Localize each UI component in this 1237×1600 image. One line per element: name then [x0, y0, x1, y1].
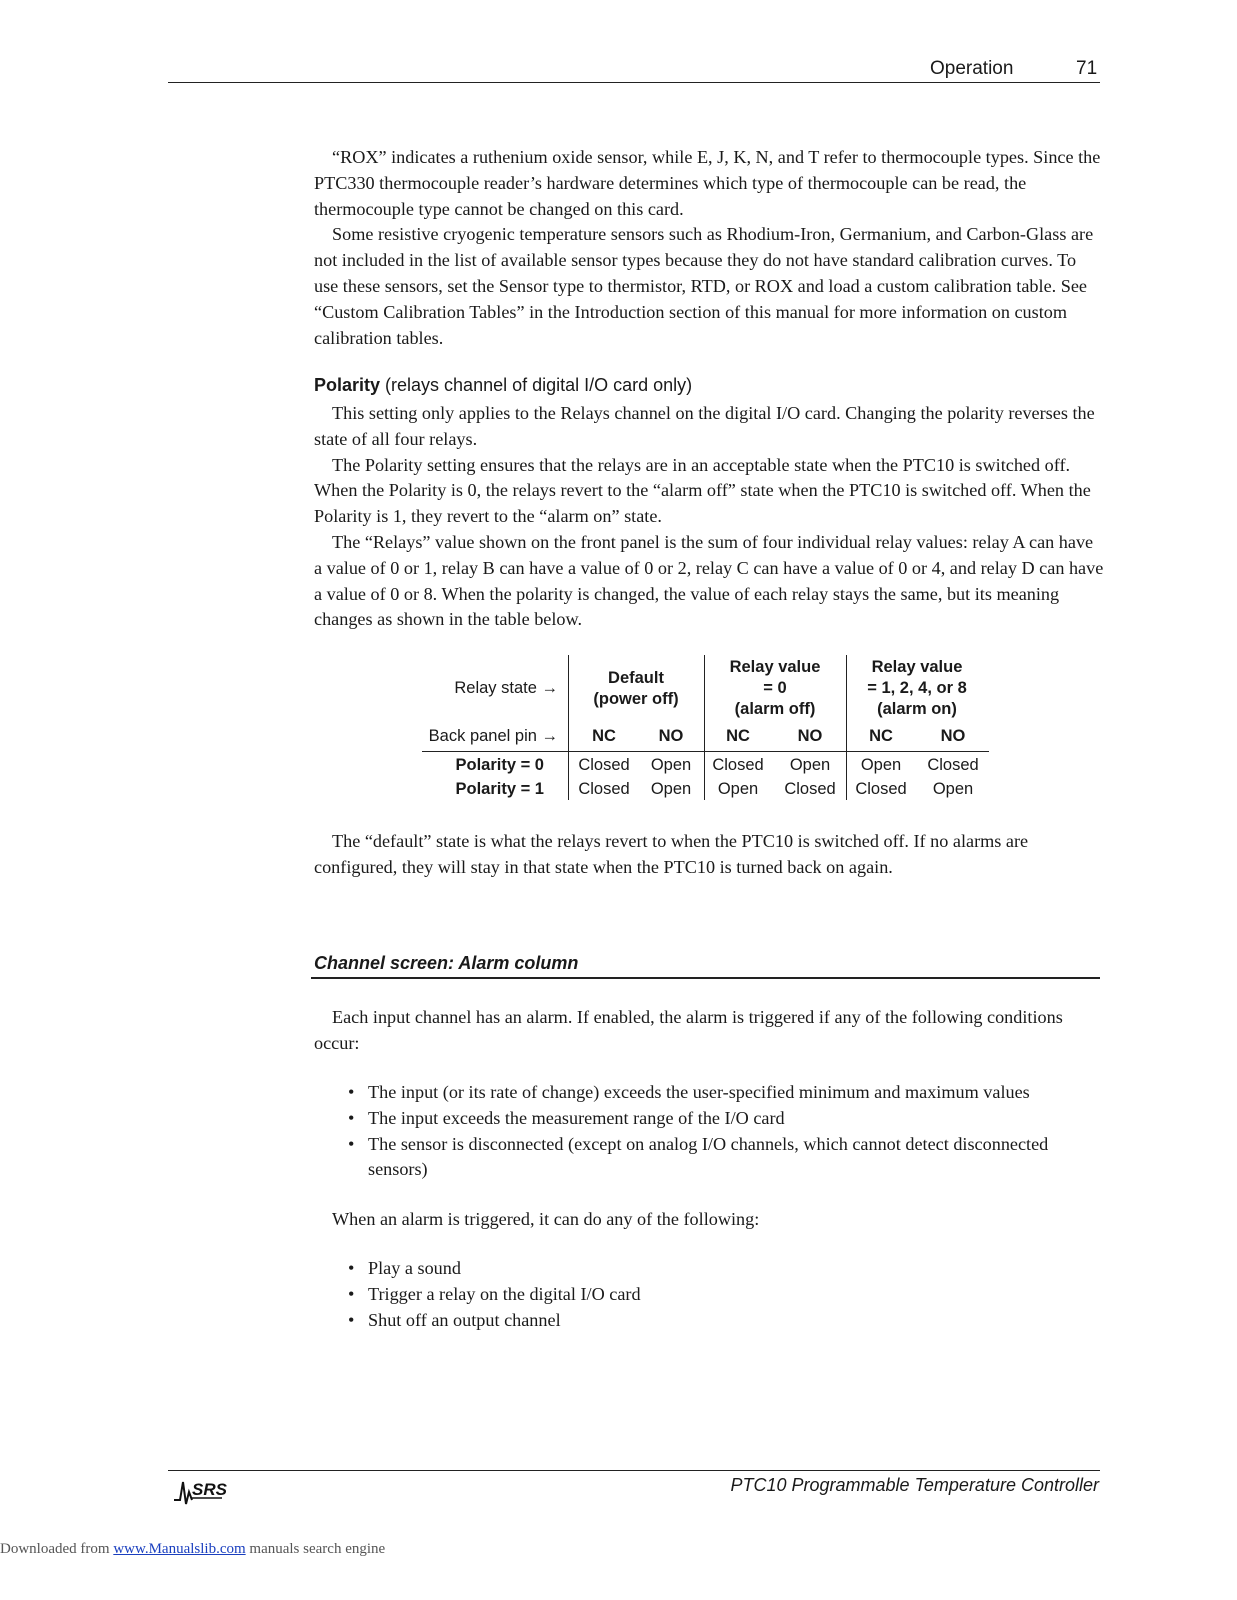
- group-header-default: [568, 668, 704, 710]
- pin-cell: NO: [940, 727, 966, 745]
- section-rule: [311, 977, 1100, 979]
- download-notice: [0, 1541, 385, 1558]
- alarm-intro: [314, 1005, 1104, 1057]
- list-item: [346, 1132, 1106, 1184]
- relay-state-label: Relay state →: [454, 679, 558, 697]
- polarity-text: [314, 401, 1104, 633]
- table-cell: Open: [717, 780, 759, 798]
- download-suffix: manuals search engine: [245, 1541, 386, 1557]
- bullet-icon: •: [348, 1133, 355, 1154]
- list-item: [346, 1282, 1106, 1308]
- list-item: [346, 1256, 1106, 1282]
- logo-text: SRS: [192, 1480, 227, 1499]
- paragraph: This setting only applies to the Relays channel on the digital I/O card. Changing the polarity reverses the state of all four relays.: [314, 403, 1095, 449]
- download-prefix: Downloaded from: [0, 1541, 114, 1557]
- default-state-text: [314, 829, 1104, 881]
- alarm-actions-list: [346, 1256, 1106, 1333]
- intro-text: [314, 145, 1104, 351]
- table-cell: Open: [650, 780, 692, 798]
- table-vertical-rule: [846, 655, 847, 800]
- list-item: [346, 1308, 1106, 1334]
- group-header-line: Default: [608, 669, 664, 687]
- group-header-value-zero: [704, 657, 846, 720]
- group-header-line: (alarm on): [877, 700, 957, 718]
- bullet-icon: •: [348, 1283, 355, 1304]
- bullet-icon: •: [348, 1107, 355, 1128]
- pin-cell: NC: [592, 727, 616, 745]
- polarity-heading-rest: (relays channel of digital I/O card only): [380, 375, 693, 395]
- table-cell: Open: [932, 780, 974, 798]
- group-header-line: Relay value: [729, 658, 821, 676]
- paragraph: When an alarm is triggered, it can do any of the following:: [332, 1209, 760, 1229]
- list-item-text: Play a sound: [368, 1258, 461, 1278]
- table-cell: Closed: [578, 756, 630, 774]
- list-item: [346, 1106, 1106, 1132]
- polarity-heading-bold: Polarity: [314, 375, 381, 395]
- paragraph: Each input channel has an alarm. If enabled, the alarm is triggered if any of the following conditions occur:: [314, 1007, 1063, 1053]
- page-number: 71: [1076, 58, 1098, 79]
- list-item: [346, 1080, 1106, 1106]
- section-heading: Channel screen: Alarm column: [314, 953, 579, 973]
- header-rule: [168, 82, 1100, 83]
- srs-logo-icon: [172, 1474, 232, 1508]
- polarity-heading: [314, 375, 692, 396]
- table-cell: Closed: [927, 756, 979, 774]
- paragraph: The Polarity setting ensures that the relays are in an acceptable state when the PTC10 is switched off. When the Polarity is 0, the relays revert to the “alarm off” state when the PTC10 is switched off. When the Polarity is 1, they revert to the “alarm on” state.: [314, 454, 1091, 527]
- list-item-text: The sensor is disconnected (except on analog I/O channels, which cannot detect disconnected sensors): [368, 1133, 1049, 1180]
- bullet-icon: •: [348, 1258, 355, 1278]
- bullet-icon: •: [348, 1309, 355, 1330]
- row-label-polarity-0: Polarity = 0: [455, 756, 544, 774]
- group-header-value-nonzero: [846, 657, 988, 720]
- group-header-line: (alarm off): [734, 700, 816, 718]
- footer-rule: [168, 1470, 1100, 1471]
- pin-cell: NO: [658, 727, 684, 745]
- table-cell: Closed: [578, 780, 630, 798]
- page-header-title: Operation: [930, 58, 1014, 79]
- row-label-polarity-1: Polarity = 1: [455, 780, 544, 798]
- manualslib-link[interactable]: www.Manualslib.com: [113, 1541, 246, 1557]
- group-header-line: = 0: [763, 679, 787, 697]
- paragraph: The “default” state is what the relays revert to when the PTC10 is switched off. If no alarms are configured, they will stay in that state when the PTC10 is turned back on again.: [314, 831, 1029, 877]
- table-cell: Closed: [784, 780, 836, 798]
- group-header-line: Relay value: [871, 658, 963, 676]
- table-cell: Open: [650, 756, 692, 774]
- table-vertical-rule: [704, 655, 705, 800]
- group-header-line: = 1, 2, 4, or 8: [867, 679, 967, 697]
- group-header-line: (power off): [593, 690, 679, 708]
- list-item-text: Trigger a relay on the digital I/O card: [368, 1283, 641, 1304]
- pin-cell: NC: [869, 727, 893, 745]
- table-cell: Closed: [855, 780, 907, 798]
- paragraph: The “Relays” value shown on the front panel is the sum of four individual relay values: relay A can have a value of 0 or 1, relay B can have a value of 0 or 2, relay C can have a value of 0 or 4, and relay D can have a value of 0 or 8. When the polarity is changed, the value of each relay stays the same, but its meaning changes as shown in the table below.: [314, 531, 1104, 630]
- alarm-actions-intro: [314, 1207, 1104, 1233]
- alarm-conditions-list: [346, 1080, 1106, 1183]
- table-cell: Closed: [712, 756, 764, 774]
- paragraph: Some resistive cryogenic temperature sensors such as Rhodium-Iron, Germanium, and Carbon-Glass are not included in the list of available sensor types because they do not have standard calibration curves. To use these sensors, set the Sensor type to thermistor, RTD, or ROX and load a custom calibration table. See “Custom Calibration Tables” in the Introduction section of this manual for more information on custom calibration tables.: [314, 224, 1094, 348]
- table-vertical-rule: [568, 655, 569, 800]
- footer-title: PTC10 Programmable Temperature Controller: [730, 1475, 1099, 1495]
- list-item-text: Shut off an output channel: [368, 1309, 561, 1330]
- list-item-text: The input exceeds the measurement range of the I/O card: [368, 1107, 785, 1128]
- table-cell: Open: [789, 756, 831, 774]
- table-horizontal-rule: [422, 751, 989, 752]
- pin-cell: NO: [797, 727, 823, 745]
- list-item-text: The input (or its rate of change) exceeds the user-specified minimum and maximum values: [368, 1082, 1030, 1102]
- bullet-icon: •: [348, 1082, 355, 1102]
- paragraph: “ROX” indicates a ruthenium oxide sensor, while E, J, K, N, and T refer to thermocouple types. Since the PTC330 thermocouple reader’s hardware determines which type of thermocouple can be read, the thermocouple type cannot be changed on this card.: [314, 147, 1101, 219]
- table-cell: Open: [860, 756, 902, 774]
- pin-cell: NC: [726, 727, 750, 745]
- back-panel-pin-label: Back panel pin →: [428, 727, 558, 745]
